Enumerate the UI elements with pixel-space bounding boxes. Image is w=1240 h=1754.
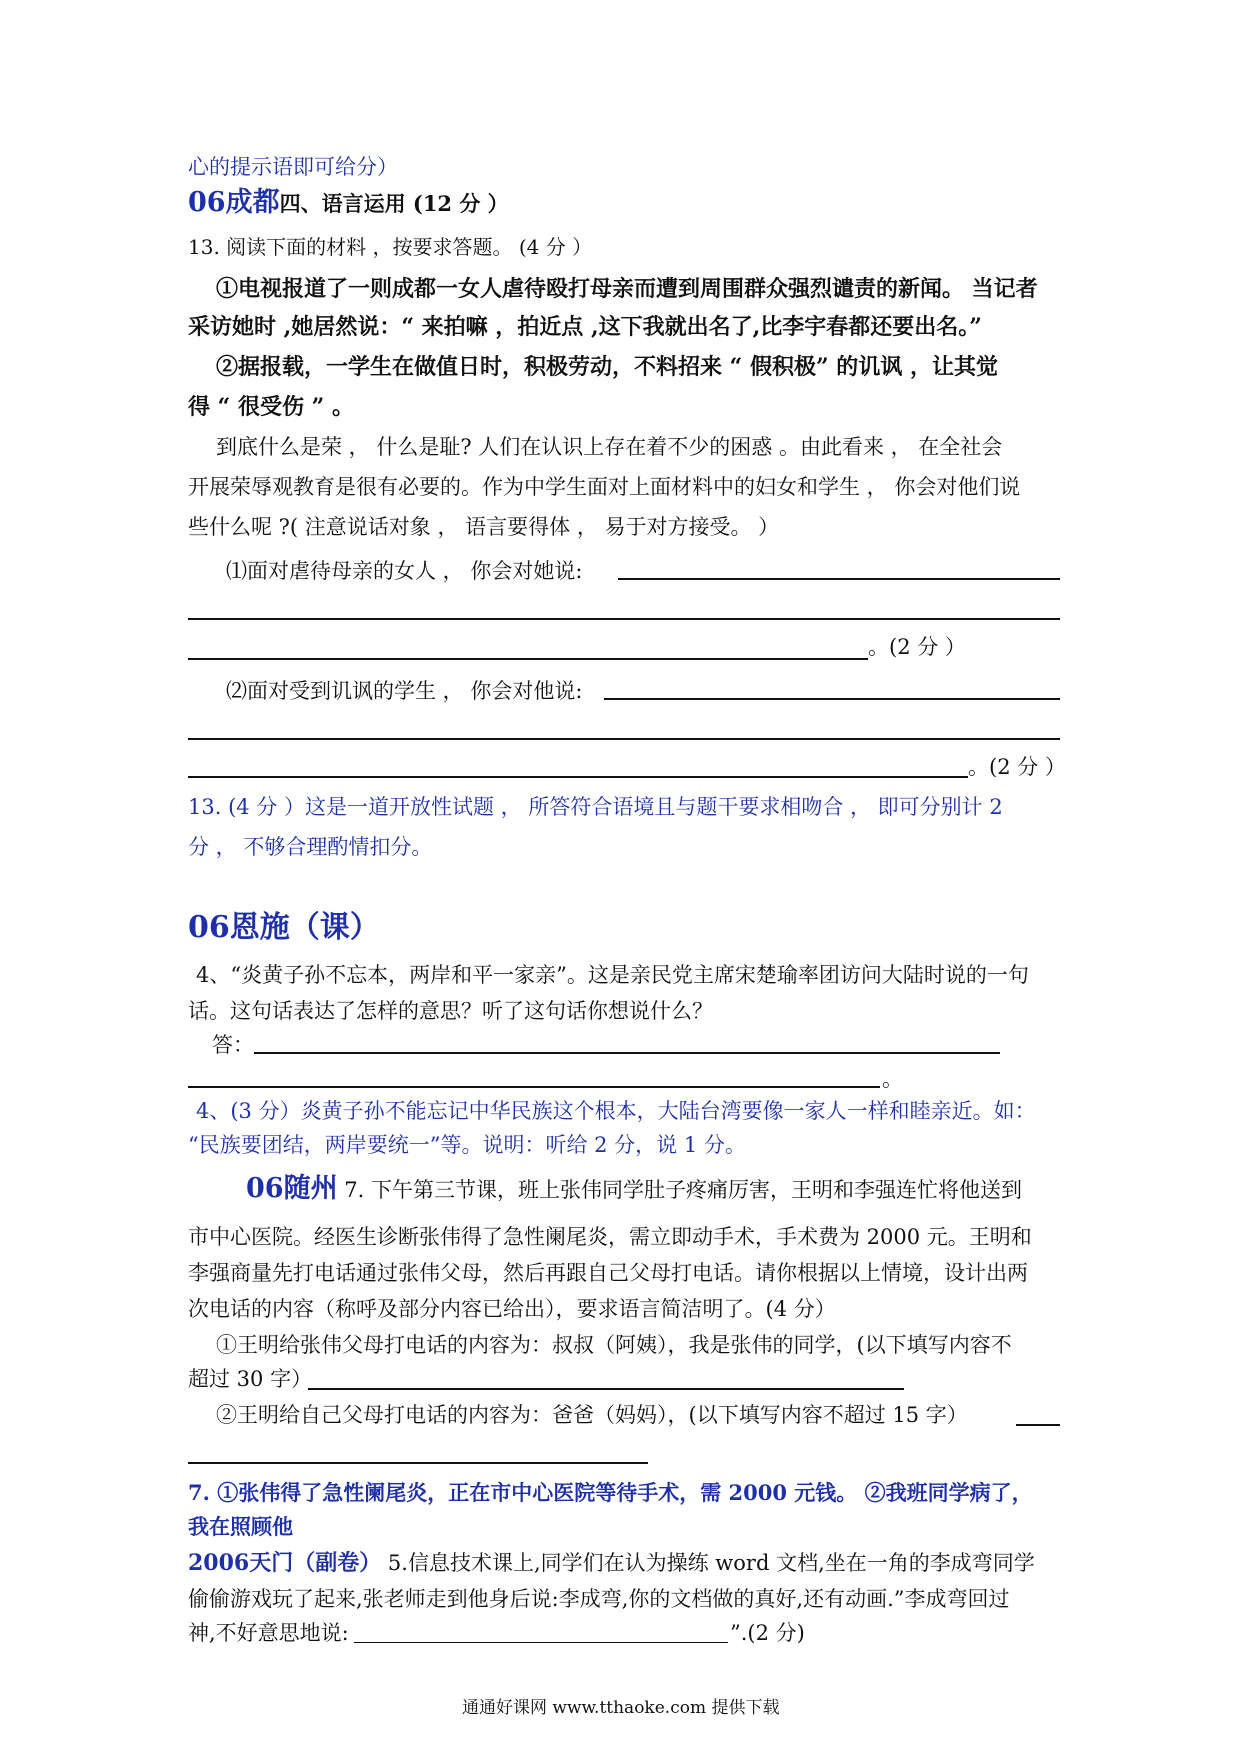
section-title: 四、语言运用 (12 分 ） xyxy=(279,191,509,216)
question-13: 13. 阅读下面的材料 ，按要求答题。 (4 分 ） xyxy=(188,235,593,259)
answer-key-4-line-2: “民族要团结，两岸要统一”等。说明：听给 2 分，说 1 分。 xyxy=(188,1133,746,1157)
question-7-text: 7. 下午第三节课，班上张伟同学肚子疼痛厉害，王明和李强连忙将他送到 xyxy=(344,1178,1022,1202)
page-footer: 通通好课网 www.tthaoke.com 提供下载 xyxy=(462,1698,780,1718)
question-4-line-2: 话。这句话表达了怎样的意思？听了这句话你想说什么？ xyxy=(188,999,713,1023)
question-7-line-2: 市中心医院。经医生诊断张伟得了急性阑尾炎，需立即动手术，手术费为 2000 元。王明和 xyxy=(188,1225,1032,1249)
question-5-line-3a: 神,不好意思地说: xyxy=(188,1621,349,1645)
answer-key-4-line-1: 4、(3 分）炎黄子孙不能忘记中华民族这个根本，大陆台湾要像一家人一样和睦亲近。如： xyxy=(196,1099,1036,1123)
answer-1-prompt: ⑴面对虐待母亲的女人 ， 你会对她说: xyxy=(226,559,583,583)
question-5-line-1 xyxy=(188,1548,1035,1578)
answer-2-blank-1[interactable] xyxy=(604,698,1060,700)
paragraph-line-3: 些什么呢 ?( 注意说话对象 ， 语言要得体 ， 易于对方接受。 ） xyxy=(188,515,780,539)
answer-1-score: 。(2 分 ） xyxy=(868,635,966,659)
sub-question-2-blank-2[interactable] xyxy=(188,1462,648,1464)
answer-2-blank-3[interactable] xyxy=(188,776,968,778)
question-5-line-3b: ”.(2 分) xyxy=(730,1621,805,1645)
material-2-line-1: ②据报载，一学生在做值日时，积极劳动，不料招来 “ 假积极” 的讥讽 ，让其觉 xyxy=(216,354,998,380)
section-tag-suizhou: 06随州 xyxy=(246,1173,338,1204)
answer-2-blank-2[interactable] xyxy=(188,738,1060,740)
material-1-line-1: ①电视报道了一则成都一女人虐待殴打母亲而遭到周围群众强烈谴责的新闻。 当记者 xyxy=(216,276,1038,302)
top-note: 心的提示语即可给分） xyxy=(188,155,398,179)
section-tag-tianmen: 2006天门（副卷） xyxy=(188,1550,382,1576)
section-tag: 06成都 xyxy=(188,187,280,218)
section-header-chengdu xyxy=(188,188,509,219)
answer-4-blank-1[interactable] xyxy=(254,1052,1000,1054)
answer-2-prompt: ⑵面对受到讥讽的学生 ， 你会对他说: xyxy=(226,679,583,703)
answer-prompt: 答： xyxy=(212,1033,254,1057)
answer-key-7-line-1: 7. ①张伟得了急性阑尾炎，正在市中心医院等待手术，需 2000 元钱。 ②我班同学病了， xyxy=(188,1480,1033,1505)
paragraph-line-2: 开展荣辱观教育是很有必要的。作为中学生面对上面材料中的妇女和学生 ， 你会对他们说 xyxy=(188,475,1021,499)
paragraph-line-1: 到底什么是荣 ， 什么是耻? 人们在认识上存在着不少的困惑 。由此看来 ， 在全社会 xyxy=(216,435,1003,459)
answer-4-blank-2[interactable] xyxy=(188,1086,880,1088)
sub-question-1-blank[interactable] xyxy=(308,1388,904,1390)
answer-1-blank-1[interactable] xyxy=(618,578,1060,580)
question-7-line-3: 李强商量先打电话通过张伟父母，然后再跟自己父母打电话。请你根据以上情境，设计出两 xyxy=(188,1261,1028,1285)
answer-2-score: 。(2 分 ） xyxy=(968,755,1066,779)
question-5-line-2: 偷偷游戏玩了起来,张老师走到他身后说:李成弯,你的文档做的真好,还有动画.”李成弯回过 xyxy=(188,1587,1010,1611)
material-1-line-2: 采访她时 ,她居然说：“ 来拍嘛 ，拍近点 ,这下我就出名了,比李宇春都还要出名。” xyxy=(188,314,982,340)
question-4-line-1: 4、“炎黄子孙不忘本，两岸和平一家亲”。这是亲民党主席宋楚瑜率团访问大陆时说的一句 xyxy=(196,963,1029,987)
section-tag-enshi: 06恩施（课） xyxy=(188,910,380,945)
answer-key-13-line-1: 13. (4 分 ）这是一道开放性试题 ， 所答符合语境且与题干要求相吻合 ， 即可分别计 2 xyxy=(188,795,1003,819)
question-5-blank[interactable] xyxy=(354,1642,728,1643)
answer-key-7-line-2: 我在照顾他 xyxy=(188,1514,293,1539)
question-5-text: 5.信息技术课上,同学们在认为操练 word 文档,坐在一角的李成弯同学 xyxy=(387,1551,1035,1575)
question-7-line-1 xyxy=(246,1174,1022,1205)
sub-question-2-blank-1[interactable] xyxy=(1016,1424,1060,1426)
answer-1-blank-3[interactable] xyxy=(188,658,868,660)
answer-4-end: 。 xyxy=(882,1067,903,1091)
sub-question-1-line-2: 超过 30 字） xyxy=(188,1367,313,1391)
question-7-line-4: 次电话的内容（称呼及部分内容已给出），要求语言简洁明了。(4 分） xyxy=(188,1297,836,1321)
answer-key-13-line-2: 分 ， 不够合理酌情扣分。 xyxy=(188,835,433,859)
material-2-line-2: 得 “ 很受伤 ” 。 xyxy=(188,394,354,420)
answer-1-blank-2[interactable] xyxy=(188,618,1060,620)
sub-question-1-line-1: ①王明给张伟父母打电话的内容为：叔叔（阿姨），我是张伟的同学，(以下填写内容不 xyxy=(216,1333,1012,1357)
sub-question-2-line-1: ②王明给自己父母打电话的内容为：爸爸（妈妈），(以下填写内容不超过 15 字） xyxy=(216,1403,968,1427)
